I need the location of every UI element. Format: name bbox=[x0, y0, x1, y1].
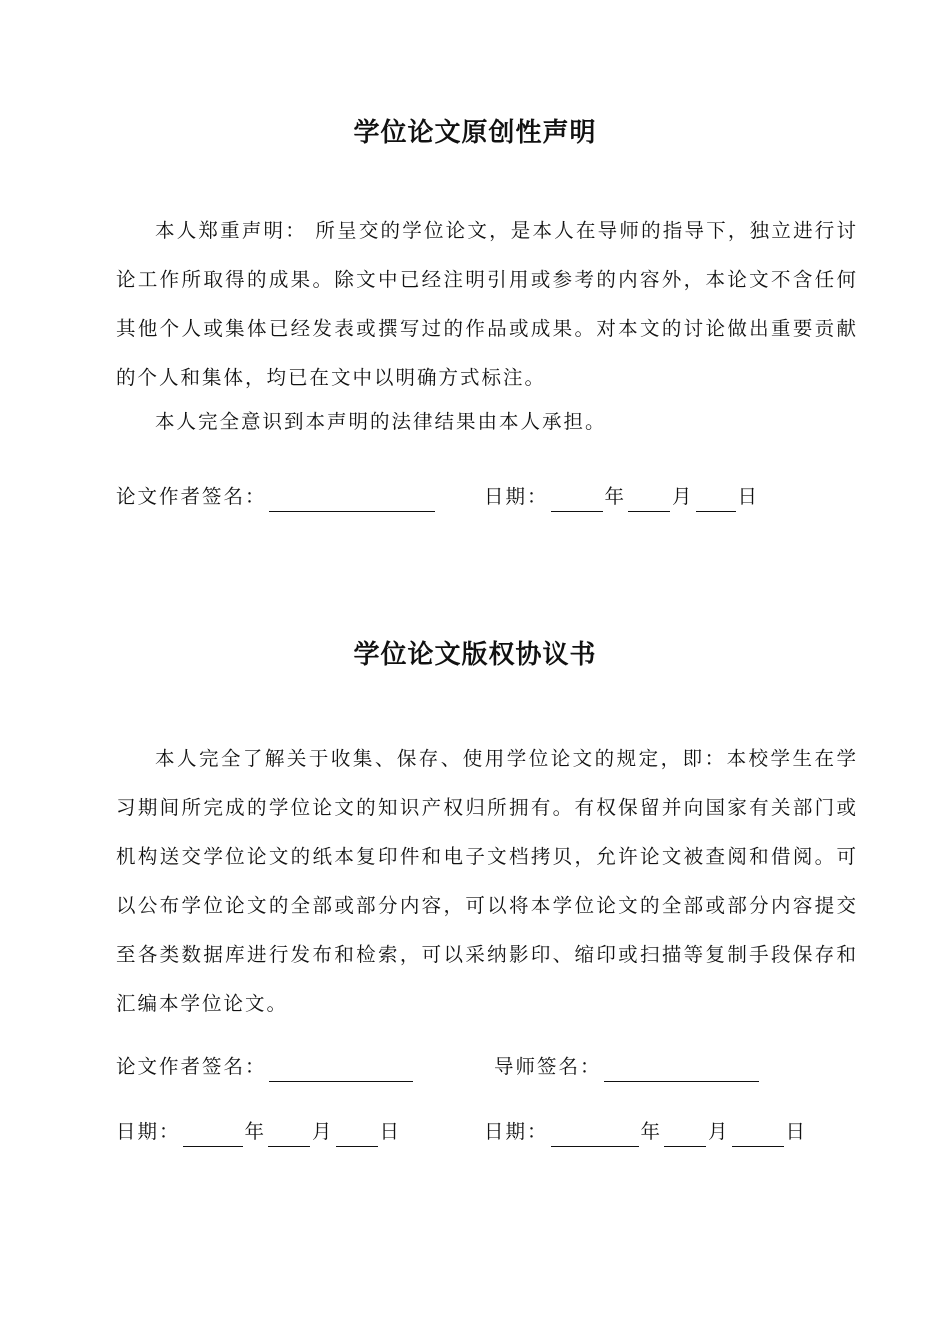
month-blank[interactable] bbox=[628, 489, 670, 512]
copyright-author-date-label: 日期： bbox=[116, 1120, 181, 1143]
copyright-title: 学位论文版权协议书 bbox=[353, 640, 597, 670]
advisor-day-label: 日 bbox=[785, 1120, 808, 1143]
copyright-author-signature-field bbox=[116, 1052, 415, 1082]
advisor-signature-blank[interactable] bbox=[604, 1059, 759, 1082]
advisor-signature-field bbox=[494, 1052, 761, 1082]
signature-date-field bbox=[484, 482, 759, 512]
advisor-signature-label: 导师签名： bbox=[494, 1055, 602, 1078]
advisor-year-blank[interactable] bbox=[551, 1124, 639, 1147]
month-label: 月 bbox=[672, 485, 694, 508]
day-blank[interactable] bbox=[696, 489, 736, 512]
advisor-date-field bbox=[484, 1117, 807, 1147]
advisor-year-label: 年 bbox=[640, 1120, 663, 1143]
year-blank[interactable] bbox=[551, 489, 603, 512]
copyright-author-year-blank[interactable] bbox=[183, 1124, 243, 1147]
author-signature-blank[interactable] bbox=[269, 489, 435, 512]
advisor-day-blank[interactable] bbox=[732, 1124, 784, 1147]
originality-statement-paragraph: 本人郑重声明： 所呈交的学位论文，是本人在导师的指导下，独立进行讨论工作所取得的成果。除文中已经注明引用或参考的内容外，本论文不含任何其他个人或集体已经发表或撰写过的作品或成果。对本文的讨论做出重要贡献的个人和集体，均已在文中以明确方式标注。 bbox=[116, 219, 858, 389]
copyright-author-date-field bbox=[116, 1117, 401, 1147]
originality-responsibility-paragraph: 本人完全意识到本声明的法律结果由本人承担。 bbox=[155, 410, 607, 433]
author-signature-label: 论文作者签名： bbox=[116, 485, 267, 508]
advisor-month-blank[interactable] bbox=[664, 1124, 706, 1147]
copyright-author-day-blank[interactable] bbox=[336, 1124, 378, 1147]
copyright-author-signature-label: 论文作者签名： bbox=[116, 1055, 267, 1078]
copyright-author-month-label: 月 bbox=[312, 1120, 334, 1143]
advisor-month-label: 月 bbox=[708, 1120, 730, 1143]
author-signature-field bbox=[116, 482, 437, 512]
copyright-author-day-label: 日 bbox=[379, 1120, 402, 1143]
advisor-date-label: 日期： bbox=[484, 1120, 549, 1143]
date-label: 日期： bbox=[484, 485, 549, 508]
copyright-author-signature-blank[interactable] bbox=[269, 1059, 413, 1082]
copyright-author-year-label: 年 bbox=[244, 1120, 267, 1143]
year-label: 年 bbox=[604, 485, 627, 508]
copyright-agreement-paragraph: 本人完全了解关于收集、保存、使用学位论文的规定，即：本校学生在学习期间所完成的学位论文的知识产权归所拥有。有权保留并向国家有关部门或机构送交学位论文的纸本复印件和电子文档拷贝，允许论文被查阅和借阅。可以公布学位论文的全部或部分内容，可以将本学位论文的全部或部分内容提交至各类数据库进行发布和检索，可以采纳影印、缩印或扫描等复制手段保存和汇编本学位论文。 bbox=[116, 747, 858, 1015]
originality-title: 学位论文原创性声明 bbox=[353, 118, 597, 148]
day-label: 日 bbox=[737, 485, 760, 508]
copyright-author-month-blank[interactable] bbox=[268, 1124, 310, 1147]
